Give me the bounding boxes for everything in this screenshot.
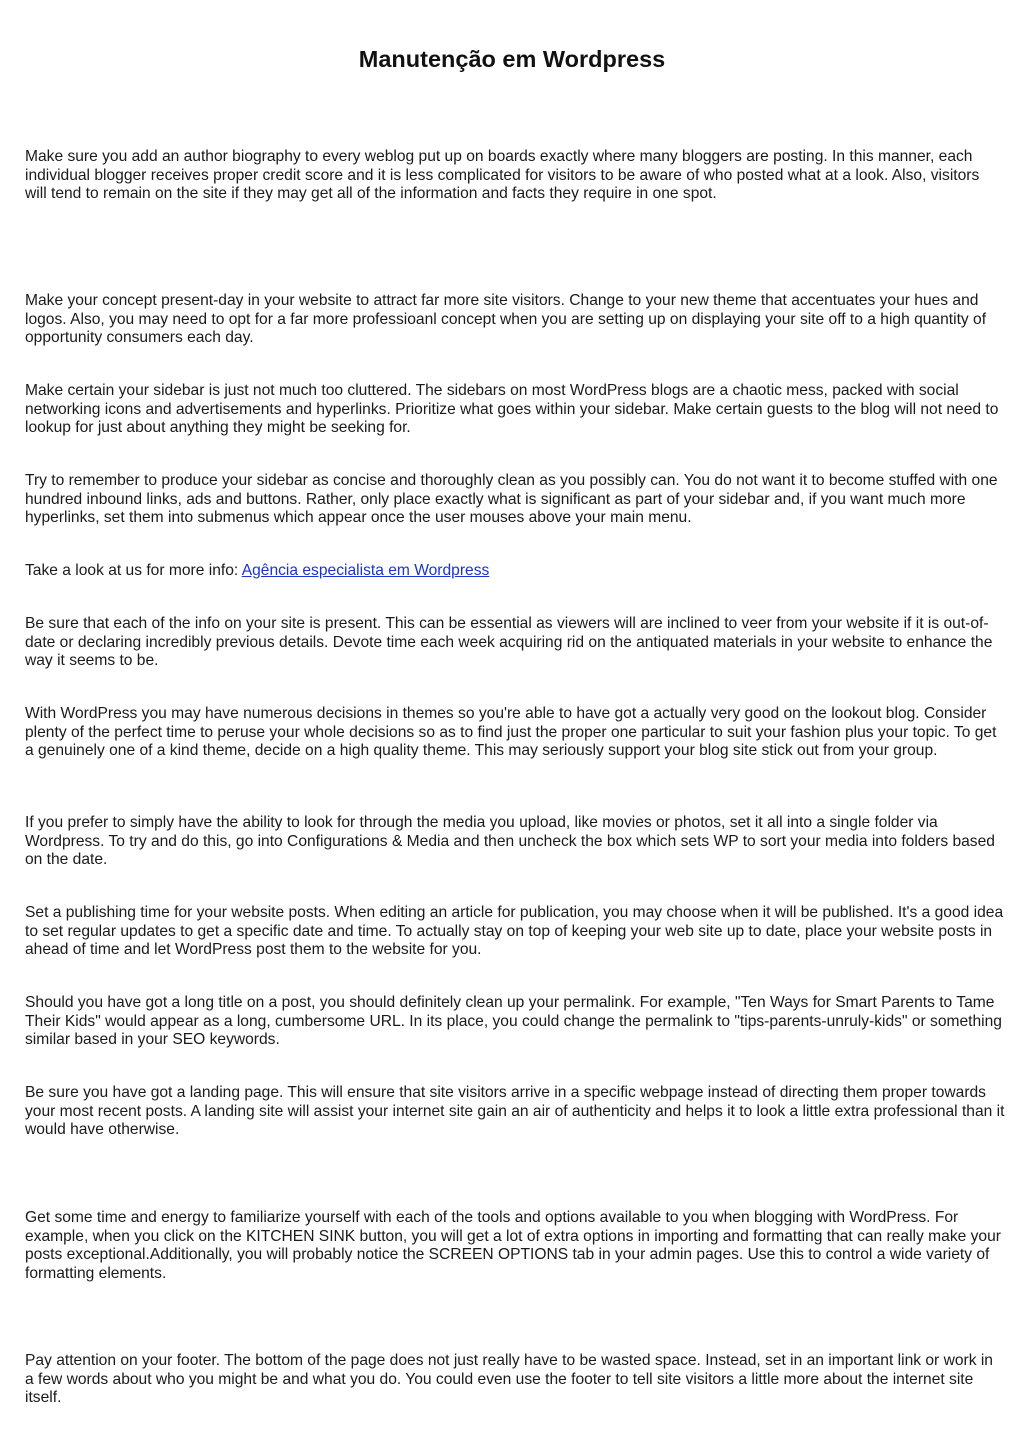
paragraph-sidebar-cluttered: Make certain your sidebar is just not much too cluttered. The sidebars on most WordPress blogs are a chaotic mess, packed with social networking icons and advertisements and hyperlinks. Prioritize what goes within your sidebar. Make certain guests to the blog will not need to lookup for just about anything they might be seeking for. <box>25 382 999 437</box>
agency-link[interactable]: Agência especialista em Wordpress <box>241 562 490 579</box>
paragraph-footer: Pay attention on your footer. The bottom of the page does not just really have to be wasted space. Instead, set in an important link or work in a few words about who you might be and what you do. You could even use the footer to tell site visitors a little more about the internet site itself. <box>25 1352 993 1407</box>
paragraph-media-folder: If you prefer to simply have the ability to look for through the media you upload, like movies or photos, set it all into a single folder via Wordpress. To try and do this, go into Configurations & Media and then uncheck the box which sets WP to sort your media into folders based on the date. <box>25 814 995 869</box>
paragraph-info-present: Be sure that each of the info on your site is present. This can be essential as viewers will are inclined to veer from your website if it is out-of-date or declaring incredibly previous details. Devote time each week acquiring rid on the antiquated materials in your website to enhance the way it seems to be. <box>25 615 993 670</box>
paragraph-permalink: Should you have got a long title on a post, you should definitely clean up your permalink. For example, "Ten Ways for Smart Parents to Tame Their Kids" would appear as a long, cumbersome URL. In its place, you could change the permalink to "tips-parents-unruly-kids" or something similar based in your SEO keywords. <box>25 994 1002 1049</box>
page-title: Manutenção em Wordpress <box>358 46 666 72</box>
paragraph-sidebar-concise: Try to remember to produce your sidebar as concise and thoroughly clean as you possibly can. You do not want it to become stuffed with one hundred inbound links, ads and buttons. Rather, only place exactly what is significant as part of your sidebar and, if you want much more hyperlinks, set them into submenus which appear once the user mouses above your main menu. <box>25 472 998 527</box>
paragraph-familiarize-tools: Get some time and energy to familiarize yourself with each of the tools and options available to you when blogging with WordPress. For example, when you click on the KITCHEN SINK button, you will get a lot of extra options in importing and formatting that can really make your posts exceptional.Additionally, you will probably notice the SCREEN OPTIONS tab in your admin pages. Use this to control a wide variety of formatting elements. <box>25 1209 1001 1282</box>
paragraph-publishing-time: Set a publishing time for your website posts. When editing an article for publication, you may choose when it will be published. It's a good idea to set regular updates to get a specific date and time. To actually stay on top of keeping your web site up to date, place your website posts in ahead of time and let WordPress post them to the website for you. <box>25 904 1004 959</box>
paragraph-author-biography: Make sure you add an author biography to every weblog put up on boards exactly where many bloggers are posting. In this manner, each individual blogger receives proper credit score and it is less complicated for visitors to be aware of who posted what at a look. Also, visitors will tend to remain on the site if they may get all of the information and facts they require in one spot. <box>25 148 980 203</box>
more-info-prefix: Take a look at us for more info: <box>25 562 242 579</box>
paragraph-themes-decisions: With WordPress you may have numerous decisions in themes so you're able to have got a actually very good on the lookout blog. Consider plenty of the perfect time to peruse your whole decisions so as to find just the proper one particular to suit your fashion plus your topic. To get a genuinely one of a kind theme, decide on a high quality theme. This may seriously support your blog site stick out from your group. <box>25 705 997 760</box>
paragraph-landing-page: Be sure you have got a landing page. This will ensure that site visitors arrive in a specific webpage instead of directing them proper towards your most recent posts. A landing site will assist your internet site gain an air of authenticity and helps it to look a little extra professional than it would have otherwise. <box>25 1084 1005 1139</box>
paragraph-more-info <box>25 562 1005 581</box>
paragraph-concept-present-day: Make your concept present-day in your website to attract far more site visitors. Change to your new theme that accentuates your hues and logos. Also, you may need to opt for a far more professioanl concept when you are setting up on displaying your site off to a high quantity of opportunity consumers each day. <box>25 292 987 347</box>
